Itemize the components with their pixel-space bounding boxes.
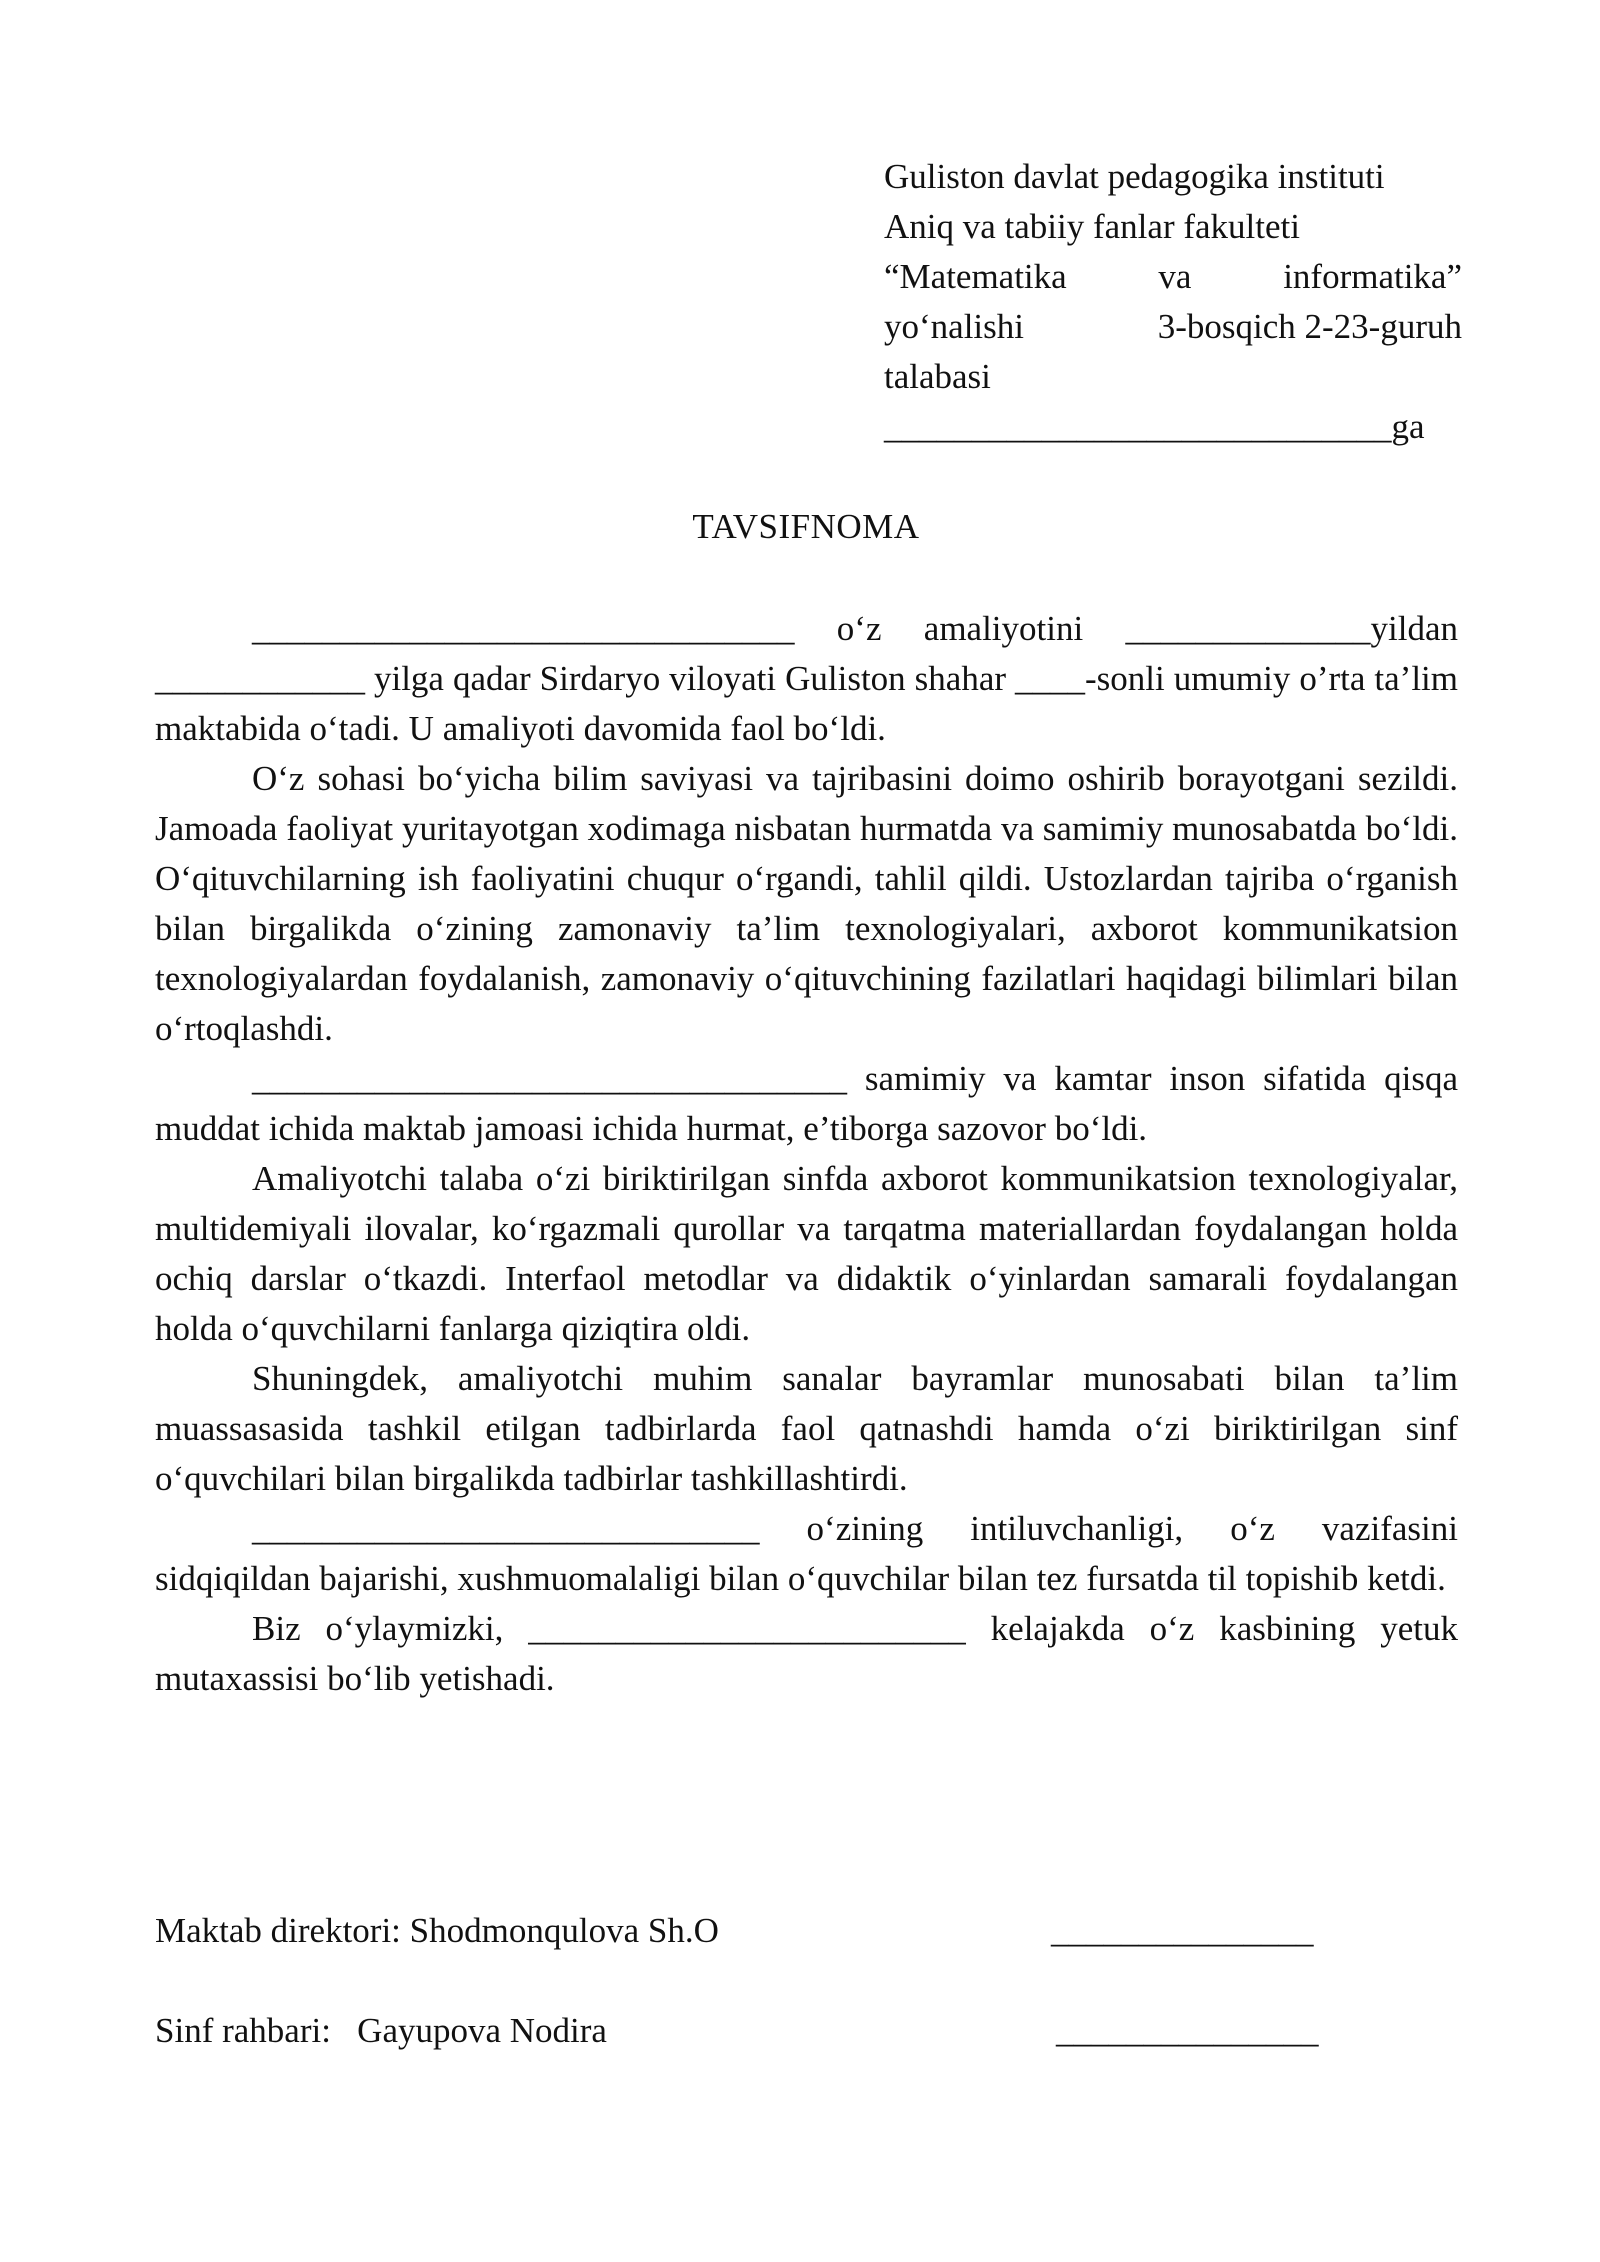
paragraph-events: Shuningdek, amaliyotchi muhim sanalar bayramlar munosabati bilan ta’lim muassasasida tashkil etilgan tadbirlarda faol qatnashdi hamda o‘zi biriktirilgan sinf o‘quvchilari bilan birgalikda tadbirlar tashkillashtirdi.	[155, 1359, 1458, 1498]
signature-row-class-teacher	[155, 2006, 1458, 2056]
student-name-blank: _____________________________ga	[884, 407, 1425, 446]
institute-name: Guliston davlat pedagogika instituti	[884, 157, 1385, 196]
paragraph-character: __________________________________ samimiy va kamtar inson sifatida qisqa muddat ichida maktab jamoasi ichida hurmat, e’tiborga sazovor bo‘ldi.	[155, 1059, 1458, 1148]
director-signature-line: _______________	[1051, 1911, 1314, 1950]
addressee-block	[884, 152, 1462, 452]
direction-line	[884, 252, 1462, 302]
course-group: 3-bosqich 2-23-guruh	[1157, 307, 1462, 346]
paragraph-practice-period: _______________________________ o‘z amaliyotini ______________yildan ____________ yilga qadar Sirdaryo viloyati Guliston shahar ____-sonli umumiy o’rta ta’lim maktabida o‘tadi. U amaliyoti davomida faol bo‘ldi.	[155, 609, 1458, 748]
direction-word-3: informatika”	[1283, 257, 1462, 296]
signature-row-director	[155, 1906, 1458, 1956]
faculty-name: Aniq va tabiiy fanlar fakulteti	[884, 207, 1300, 246]
document-body	[155, 604, 1458, 1704]
direction-word-2: va	[1158, 257, 1192, 296]
direction-word-1: “Matematika	[884, 257, 1067, 296]
course-group-line	[884, 302, 1462, 352]
paragraph-diligence: _____________________________ o‘zining intiluvchanligi, o‘z vazifasini sidqiqildan bajarishi, xushmuomalaligi bilan o‘quvchilar bilan tez fursatda til topishib ketdi.	[155, 1509, 1458, 1598]
paragraph-conclusion: Biz o‘ylaymizki, _________________________ kelajakda o‘z kasbining yetuk mutaxassisi bo‘lib yetishadi.	[155, 1609, 1458, 1698]
signatures-block	[155, 1906, 1458, 2056]
student-label: talabasi	[884, 357, 991, 396]
class-teacher-signature-line: _______________	[1056, 2011, 1319, 2050]
document-title: TAVSIFNOMA	[692, 507, 920, 546]
direction-suffix: yo‘nalishi	[884, 307, 1024, 346]
paragraph-lessons: Amaliyotchi talaba o‘zi biriktirilgan sinfda axborot kommunikatsion texnologiyalar, multidemiyali ilovalar, ko‘rgazmali qurollar va tarqatma materiallardan foydalangan holda ochiq darslar o‘tkazdi. Interfaol metodlar va didaktik o‘yinlardan samarali foydalangan holda o‘quvchilarni fanlarga qiziqtira oldi.	[155, 1159, 1458, 1348]
class-teacher-label: Sinf rahbari: Gayupova Nodira	[155, 2011, 607, 2050]
paragraph-knowledge: O‘z sohasi bo‘yicha bilim saviyasi va tajribasini doimo oshirib borayotgani sezildi. Jamoada faoliyat yuritayotgan xodimaga nisbatan hurmatda va samimiy munosabatda bo‘ldi. O‘qituvchilarning ish faoliyatini chuqur o‘rgandi, tahlil qildi. Ustozlardan tajriba o‘rganish bilan birgalikda o‘zining zamonaviy ta’lim texnologiyalari, axborot kommunikatsion texnologiyalardan foydalanish, zamonaviy o‘qituvchining fazilatlari haqidagi bilimlari bilan o‘rtoqlashdi.	[155, 759, 1458, 1048]
director-label: Maktab direktori: Shodmonqulova Sh.O	[155, 1911, 719, 1950]
